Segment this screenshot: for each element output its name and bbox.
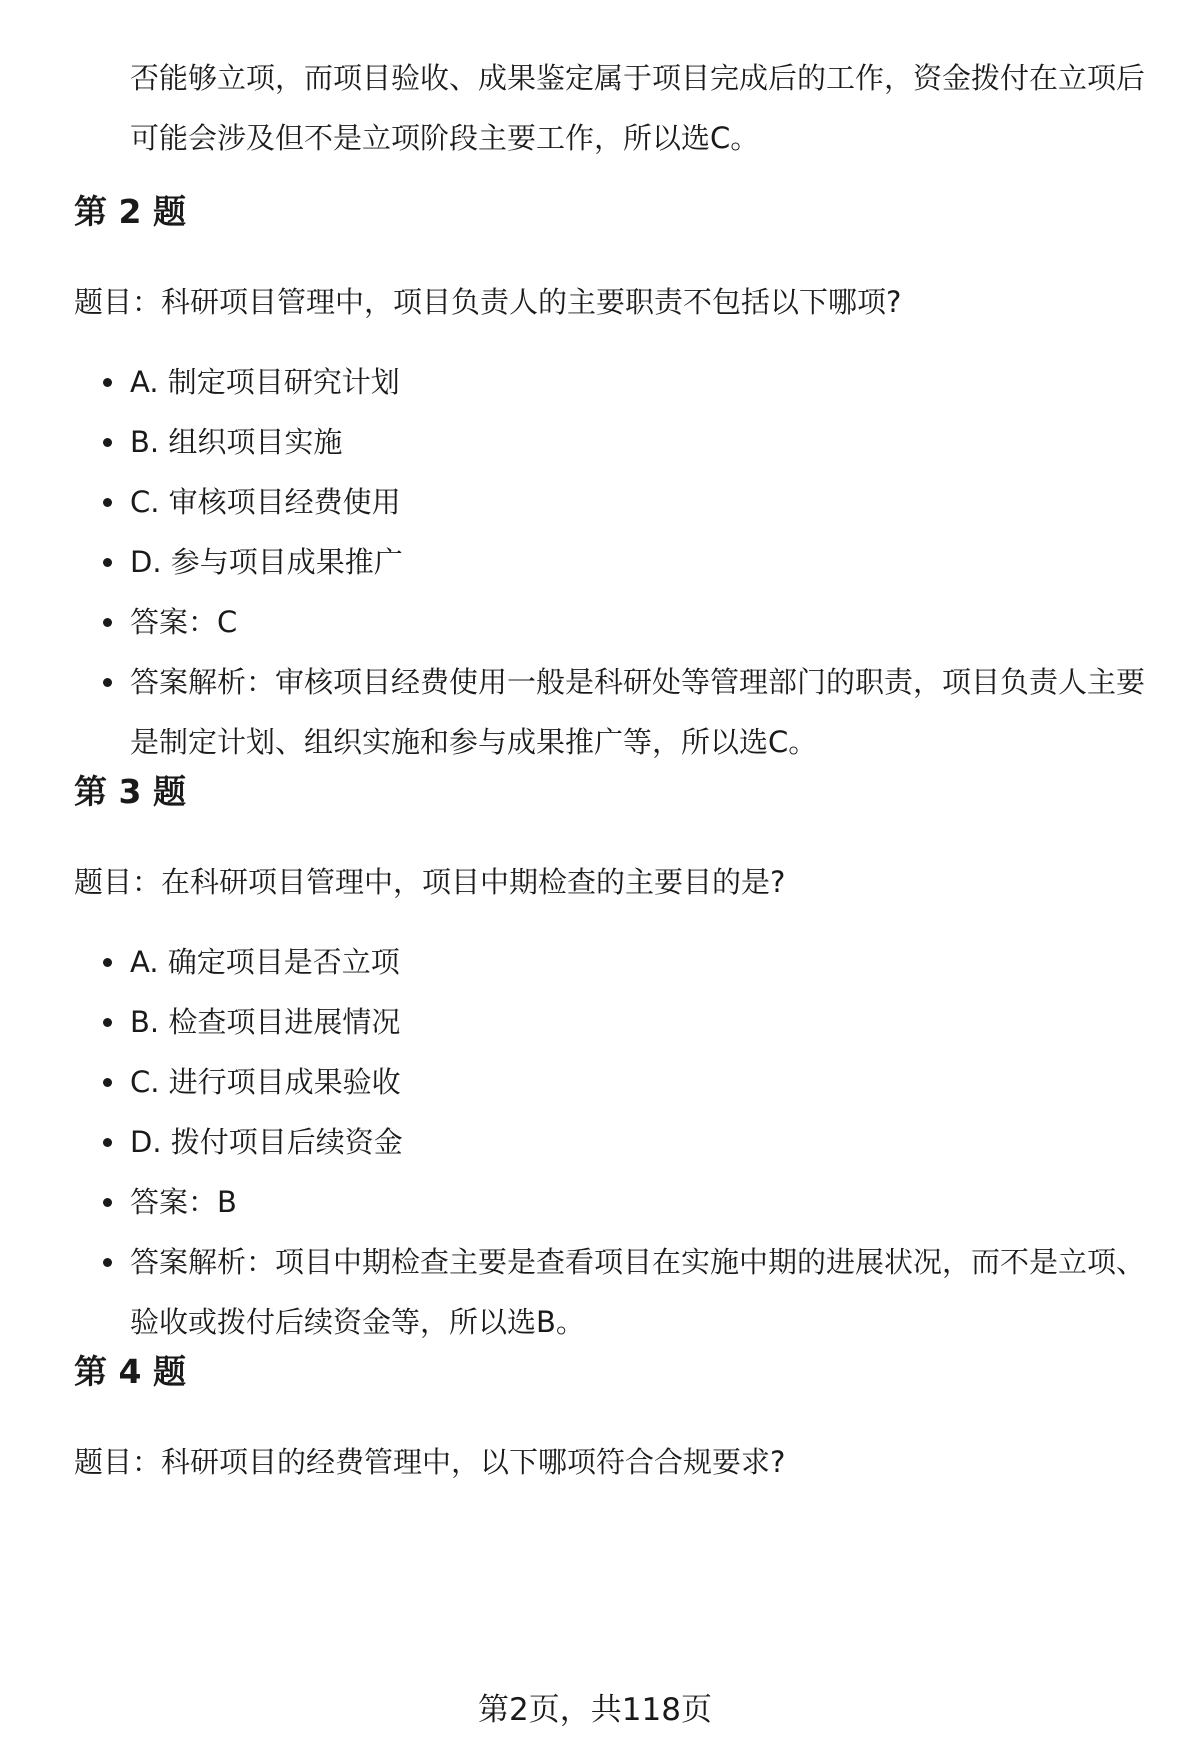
- bullet-icon: [103, 958, 112, 967]
- answer: 答案：B: [130, 1185, 237, 1219]
- option-b: B. 组织项目实施: [130, 425, 343, 459]
- question-2-title: 第 2 题: [74, 192, 186, 231]
- option-c: C. 审核项目经费使用: [130, 485, 401, 519]
- answer: 答案：C: [130, 605, 238, 639]
- list-item: [0, 932, 1190, 992]
- option-c: C. 进行项目成果验收: [130, 1065, 401, 1099]
- option-a: A. 确定项目是否立项: [130, 945, 400, 979]
- answer-analysis: 答案解析：审核项目经费使用一般是科研处等管理部门的职责，项目负责人主要是制定计划、组织实施和参与成果推广等，所以选C。: [130, 665, 1146, 759]
- bullet-icon: [103, 678, 112, 687]
- list-item: [0, 652, 1190, 772]
- question-2-text: 题目：科研项目管理中，项目负责人的主要职责不包括以下哪项?: [74, 285, 902, 319]
- bullet-icon: [103, 1258, 112, 1267]
- list-item: [0, 1172, 1190, 1232]
- bullet-icon: [103, 378, 112, 387]
- bullet-icon: [103, 1018, 112, 1027]
- bullet-icon: [103, 1138, 112, 1147]
- page-number: 第2页，共118页: [478, 1692, 712, 1728]
- answer-analysis: 答案解析：项目中期检查主要是查看项目在实施中期的进展状况，而不是立项、验收或拨付后续资金等，所以选B。: [130, 1245, 1146, 1339]
- question-4-title: 第 4 题: [74, 1352, 186, 1391]
- list-item: [0, 352, 1190, 412]
- bullet-icon: [103, 558, 112, 567]
- option-d: D. 拨付项目后续资金: [130, 1125, 403, 1159]
- list-item: [0, 1232, 1190, 1352]
- list-item: [0, 532, 1190, 592]
- bullet-icon: [103, 1078, 112, 1087]
- bullet-icon: [103, 438, 112, 447]
- bullet-icon: [103, 498, 112, 507]
- question-2-options: [0, 352, 1190, 772]
- list-item: [0, 1112, 1190, 1172]
- list-item: [0, 412, 1190, 472]
- list-item: [0, 1052, 1190, 1112]
- question-4-text: 题目：科研项目的经费管理中，以下哪项符合合规要求?: [74, 1445, 786, 1479]
- bullet-icon: [103, 1198, 112, 1207]
- option-d: D. 参与项目成果推广: [130, 545, 403, 579]
- question-3-options: [0, 932, 1190, 1352]
- option-a: A. 制定项目研究计划: [130, 365, 400, 399]
- list-item: [0, 592, 1190, 652]
- question-3-text: 题目：在科研项目管理中，项目中期检查的主要目的是?: [74, 865, 786, 899]
- option-b: B. 检查项目进展情况: [130, 1005, 401, 1039]
- bullet-icon: [103, 618, 112, 627]
- list-item: [0, 472, 1190, 532]
- list-item: [0, 992, 1190, 1052]
- question-3-title: 第 3 题: [74, 772, 186, 811]
- previous-analysis-continuation: 否能够立项，而项目验收、成果鉴定属于项目完成后的工作，资金拨付在立项后可能会涉及但不是立项阶段主要工作，所以选C。: [130, 61, 1146, 155]
